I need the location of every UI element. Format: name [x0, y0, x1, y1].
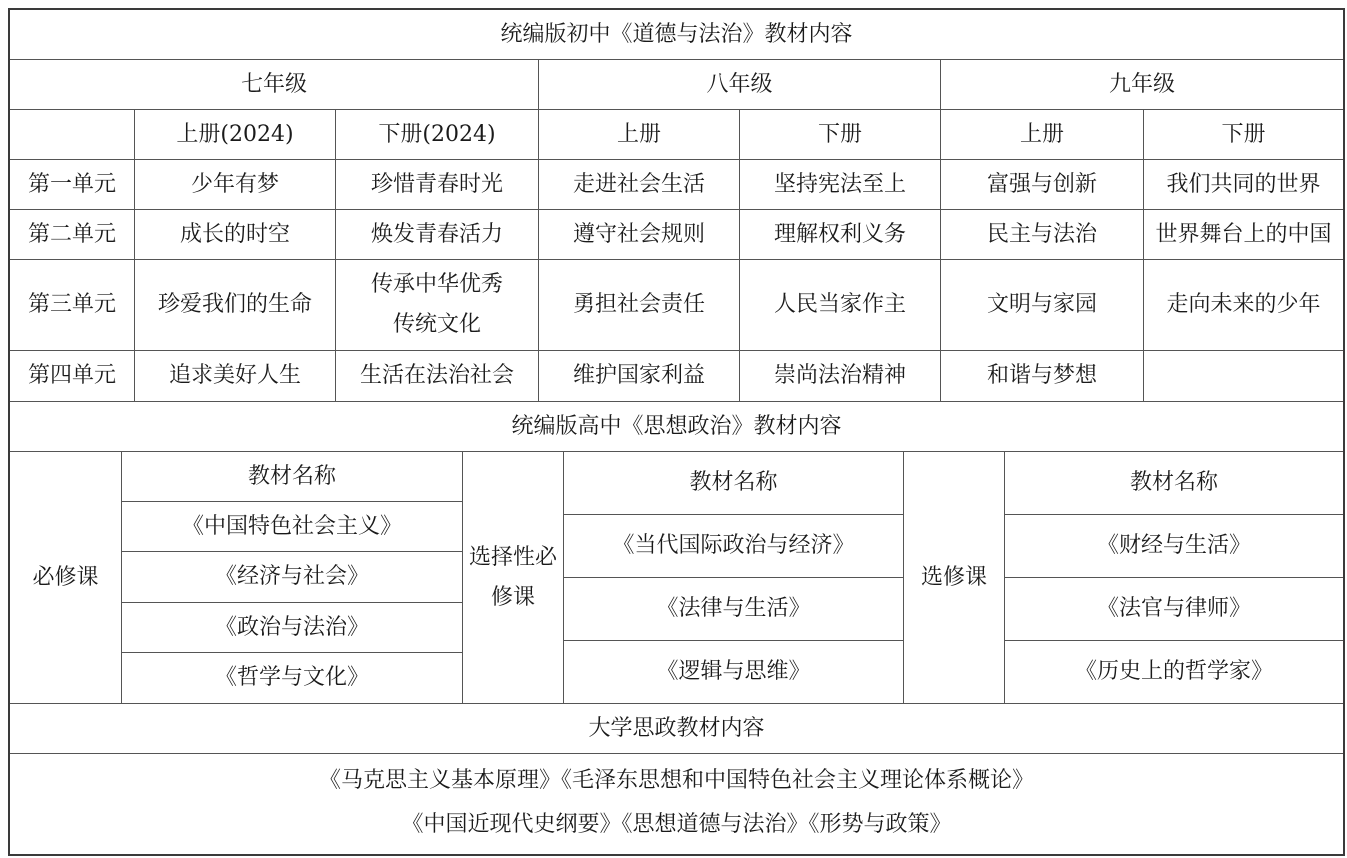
unit-cell: 维护国家利益: [572, 363, 705, 389]
unit-cell: 珍惜青春时光: [370, 171, 503, 197]
book-title: 《法律与生活》: [656, 596, 811, 622]
grade-7-header: 七年级: [240, 71, 307, 97]
book-title: 《经济与社会》: [214, 564, 369, 590]
volume-header: 上册: [1019, 121, 1064, 147]
unit-cell: 传承中华优秀传统文化: [370, 272, 503, 337]
course-category-label: 选修课: [920, 564, 987, 590]
unit-cell: 坚持宪法至上: [773, 171, 906, 197]
course-category-label: 必修课: [32, 564, 99, 590]
unit-label: 第二单元: [27, 221, 116, 247]
book-title: 《历史上的哲学家》: [1074, 659, 1273, 685]
unit-cell: 走进社会生活: [572, 171, 705, 197]
unit-cell: 人民当家作主: [773, 292, 906, 318]
unit-cell: 勇担社会责任: [572, 292, 705, 318]
unit-cell: 崇尚法治精神: [773, 363, 906, 389]
volume-header: 下册: [817, 121, 862, 147]
unit-label: 第一单元: [27, 171, 116, 197]
book-title: 《当代国际政治与经济》: [612, 533, 855, 559]
grade-8-header: 八年级: [706, 71, 773, 97]
unit-cell: 遵守社会规则: [572, 221, 705, 247]
volume-header: 下册: [1221, 121, 1266, 147]
book-title: 《哲学与文化》: [214, 665, 369, 691]
unit-cell: 成长的时空: [179, 221, 290, 247]
unit-label: 第三单元: [27, 292, 116, 318]
book-name-header: 教材名称: [689, 470, 778, 496]
unit-cell: 理解权利义务: [773, 221, 906, 247]
unit-cell: 文明与家园: [986, 292, 1097, 318]
volume-header: 上册: [616, 121, 661, 147]
unit-label: 第四单元: [27, 363, 116, 389]
university-books-line-1: 《马克思主义基本原理》《毛泽东思想和中国特色社会主义理论体系概论》: [318, 768, 1034, 794]
unit-cell: 世界舞台上的中国: [1155, 221, 1332, 247]
book-title: 《中国特色社会主义》: [181, 513, 402, 539]
unit-cell: 和谐与梦想: [986, 363, 1097, 389]
grade-9-header: 九年级: [1108, 71, 1175, 97]
book-name-header: 教材名称: [1129, 470, 1218, 496]
unit-cell: 走向未来的少年: [1166, 292, 1321, 318]
volume-header: 上册(2024): [176, 121, 294, 147]
university-title: 大学思政教材内容: [588, 715, 765, 741]
book-title: 《法官与律师》: [1096, 596, 1251, 622]
university-books-line-2: 《中国近现代史纲要》《思想道德与法治》《形势与政策》: [401, 812, 952, 838]
book-name-header: 教材名称: [247, 463, 336, 489]
volume-header: 下册(2024): [378, 121, 496, 147]
senior-title: 统编版高中《思想政治》教材内容: [511, 413, 842, 439]
book-title: 《财经与生活》: [1096, 533, 1251, 559]
unit-cell: 富强与创新: [986, 171, 1097, 197]
book-title: 《逻辑与思维》: [656, 659, 811, 685]
unit-cell: 焕发青春活力: [370, 221, 503, 247]
unit-cell: 生活在法治社会: [359, 363, 514, 389]
unit-cell-empty: [1144, 351, 1343, 401]
unit-cell: 我们共同的世界: [1166, 171, 1321, 197]
course-category-label: 选择性必修课: [468, 544, 557, 610]
junior-title: 统编版初中《道德与法治》教材内容: [500, 21, 853, 47]
unit-cell: 追求美好人生: [168, 363, 301, 389]
unit-cell: 珍爱我们的生命: [157, 292, 312, 318]
book-title: 《政治与法治》: [214, 614, 369, 640]
unit-cell: 少年有梦: [190, 171, 279, 197]
unit-cell: 民主与法治: [986, 221, 1097, 247]
